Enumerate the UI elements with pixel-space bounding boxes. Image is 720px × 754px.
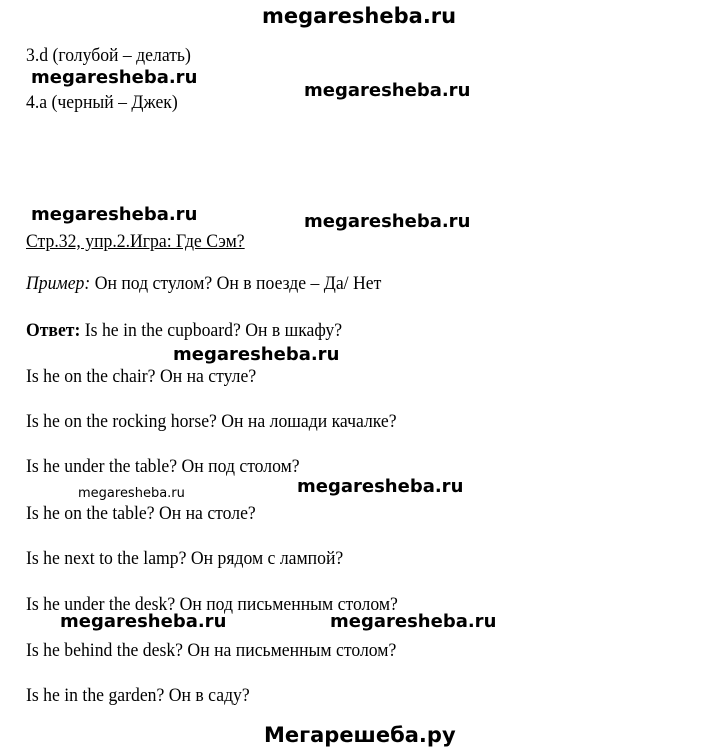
example-line bbox=[26, 273, 381, 295]
question-line: Is he under the table? Он под столом? bbox=[26, 456, 300, 477]
question-line: Is he in the garden? Он в саду? bbox=[26, 685, 250, 706]
site-watermark: megaresheba.ru bbox=[304, 80, 471, 101]
example-text: Он под стулом? Он в поезде – Да/ Нет bbox=[90, 273, 382, 294]
site-watermark-small: megaresheba.ru bbox=[78, 486, 185, 501]
site-watermark-top: megaresheba.ru bbox=[262, 4, 457, 28]
question-line: Is he next to the lamp? Он рядом с лампой? bbox=[26, 548, 344, 569]
answer-line-4: 4.a (черный – Джек) bbox=[26, 92, 178, 113]
site-watermark: megaresheba.ru bbox=[297, 476, 464, 497]
answer-text: Is he in the cupboard? Он в шкафу? bbox=[80, 320, 343, 341]
question-line: Is he behind the desk? Он на письменным столом? bbox=[26, 640, 397, 661]
question-line: Is he on the chair? Он на стуле? bbox=[26, 366, 257, 387]
site-watermark: megaresheba.ru bbox=[31, 204, 198, 225]
exercise-heading: Стр.32, упр.2.Игра: Где Сэм? bbox=[26, 231, 245, 252]
site-watermark: megaresheba.ru bbox=[60, 611, 227, 632]
site-watermark-bottom: Мегарешеба.ру bbox=[264, 723, 456, 747]
answer-line bbox=[26, 320, 342, 342]
example-label: Пример: bbox=[26, 273, 91, 294]
question-line: Is he on the table? Он на столе? bbox=[26, 503, 256, 524]
site-watermark: megaresheba.ru bbox=[330, 611, 497, 632]
question-line: Is he under the desk? Он под письменным столом? bbox=[26, 594, 398, 615]
question-line: Is he on the rocking horse? Он на лошади качалке? bbox=[26, 411, 397, 432]
answer-line-3: 3.d (голубой – делать) bbox=[26, 45, 191, 66]
site-watermark: megaresheba.ru bbox=[304, 211, 471, 232]
answer-label: Ответ: bbox=[26, 320, 81, 341]
site-watermark: megaresheba.ru bbox=[173, 344, 340, 365]
site-watermark: megaresheba.ru bbox=[31, 67, 198, 88]
